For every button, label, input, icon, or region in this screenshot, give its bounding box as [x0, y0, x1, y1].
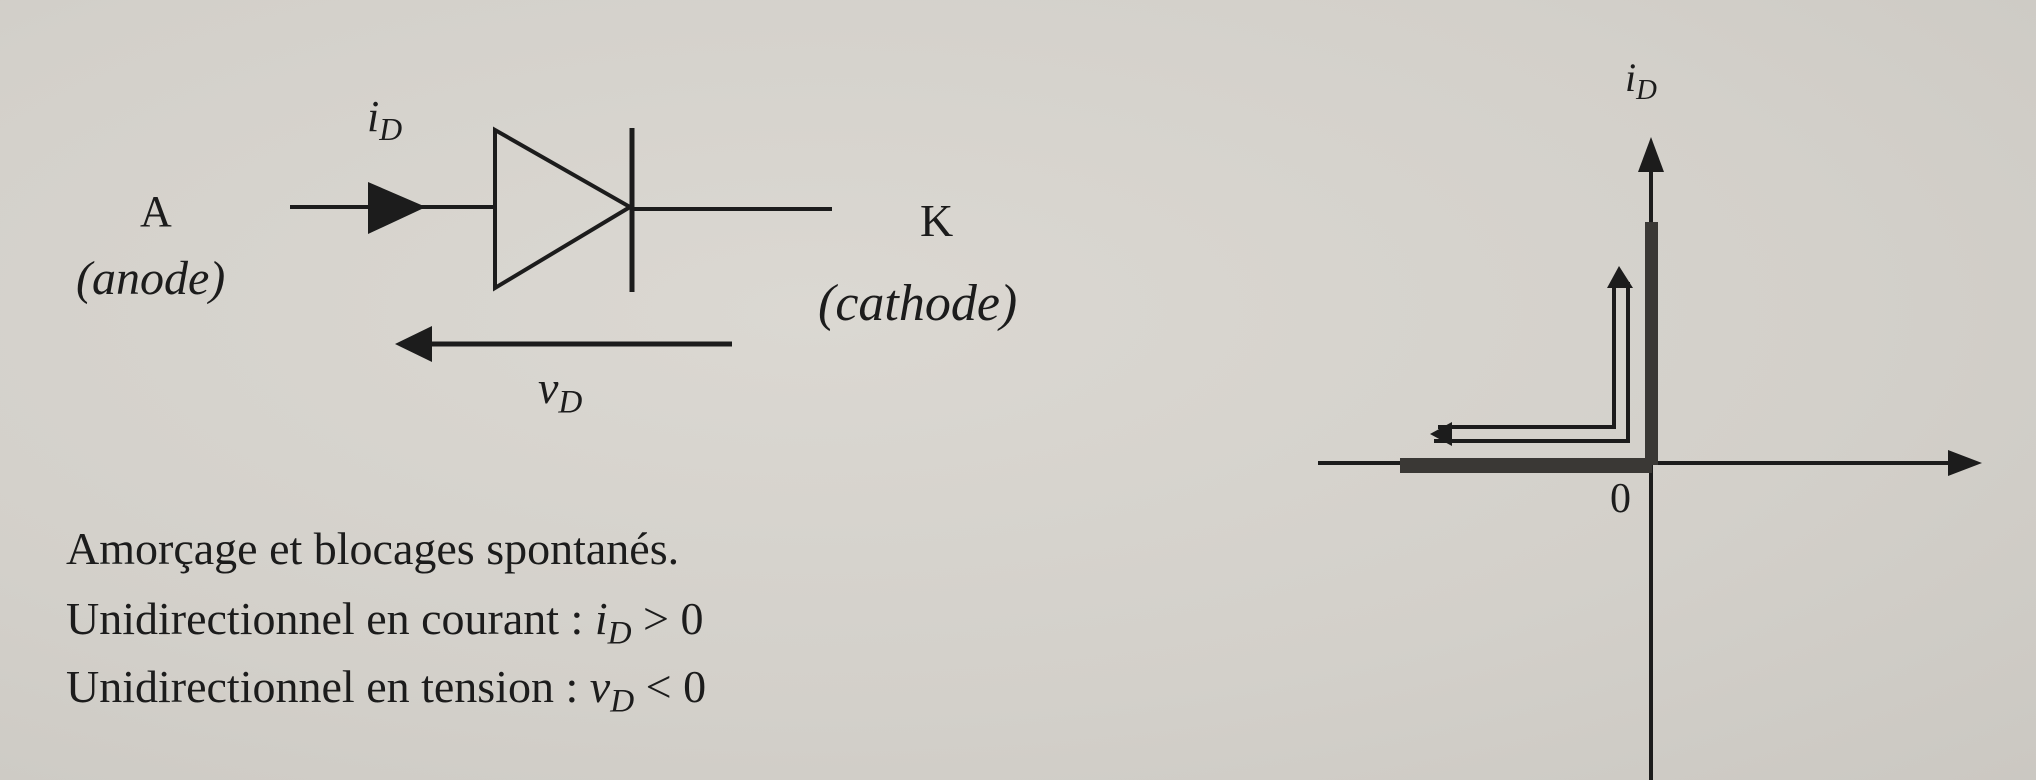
- line2-subscript: D: [607, 614, 632, 652]
- switching-path-up-arrow: [1607, 266, 1633, 288]
- line2-symbol: i: [594, 593, 608, 644]
- axis-current-subscript: D: [1636, 74, 1657, 107]
- cathode-letter-label: K: [920, 195, 954, 246]
- on-state-thick-segment: [1645, 222, 1658, 465]
- current-subscript: D: [379, 111, 403, 147]
- line2-relation: > 0: [631, 593, 704, 644]
- line3-symbol: v: [589, 661, 611, 712]
- current-symbol: i: [367, 92, 380, 141]
- axis-current-symbol: i: [1625, 55, 1637, 100]
- switching-path-inner: [1438, 282, 1614, 427]
- vertical-axis-arrow: [1638, 137, 1664, 172]
- line3-prefix: Unidirectionnel en tension :: [66, 661, 590, 712]
- anode-word-label: (anode): [76, 252, 226, 305]
- origin-label: 0: [1610, 476, 1631, 522]
- horizontal-axis-arrow: [1948, 450, 1982, 476]
- description-line-1: Amorçage et blocages spontanés.: [66, 523, 680, 574]
- voltage-symbol: v: [538, 362, 559, 413]
- line3-relation: < 0: [634, 661, 707, 712]
- off-state-thick-segment: [1400, 458, 1652, 473]
- line2-prefix: Unidirectionnel en courant :: [66, 593, 595, 644]
- switching-path-outer: [1434, 282, 1628, 441]
- anode-letter-label: A: [140, 187, 172, 236]
- line3-subscript: D: [610, 682, 635, 720]
- cathode-word-label: (cathode): [818, 275, 1018, 332]
- vertical-axis-label: [1625, 55, 1657, 107]
- voltage-subscript: D: [558, 383, 583, 421]
